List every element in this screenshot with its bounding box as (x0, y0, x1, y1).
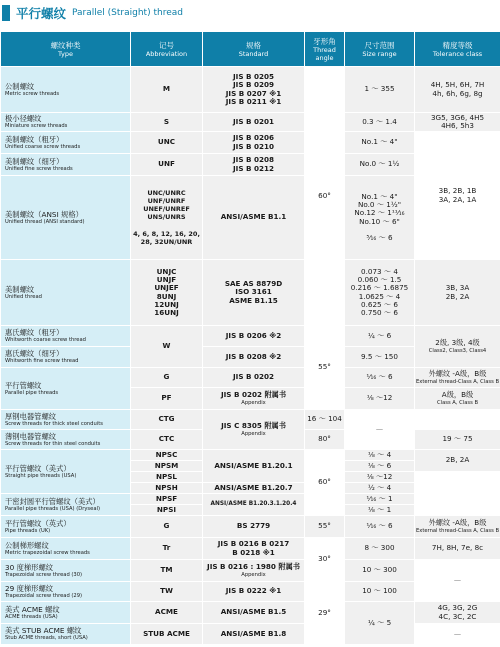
angle-cell-30: 30° (305, 538, 345, 582)
size-ctg: 16 ～ 104 (305, 410, 345, 430)
header-type: 螺纹种类 Type (1, 32, 131, 67)
abbr-miniature: S (131, 113, 203, 132)
abbr-unc: UNC (131, 132, 203, 154)
type-trapezoidal-29: 29 度梯形螺纹 Trapezoidal screw thread (29) (1, 582, 131, 602)
std-conduit: JIS C 8305 附属书 Appendix (203, 410, 305, 450)
thread-spec-table (0, 31, 500, 645)
header-standard: 规格 Standard (203, 32, 305, 67)
std-unf: JIS B 0208 JIS B 0212 (203, 154, 305, 176)
abbr-tm: TM (131, 560, 203, 582)
tol-metric: 4H, 5H, 6H, 7H 4h, 6h, 6g, 8g (415, 67, 500, 113)
tol-stub-acme: — (415, 624, 500, 645)
abbr-acme: ACME (131, 602, 203, 624)
type-unc: 美制螺纹（粗牙） Unified coarse screw threads (1, 132, 131, 154)
abbr-ansi: UNC/UNRC UNF/UNRF UNEF/UNREF UNS/UNRS 4, 6, 8, 12, 16, 20, 28, 32UN/UNR (131, 176, 203, 260)
abbr-whitworth: W (131, 326, 203, 368)
abbr-ctg: CTG (131, 410, 203, 430)
table-row (1, 624, 500, 645)
angle-cell-29: 29° (305, 582, 345, 645)
page-title-en: Parallel (Straight) thread (72, 8, 183, 18)
size-ansi: No.1 ～ 4" No.0 ～ 1½" No.12 ～ 1¹¹⁄₁₆ No.10 ～ 6" ⁵⁄₁₆ ～ 6 (345, 176, 415, 260)
angle-cell-80: 80° (305, 430, 345, 450)
abbr-npsf: NPSF (131, 494, 203, 505)
size-npsm: ⅛ ～ 6 (345, 461, 415, 472)
std-ansi: ANSI/ASME B1.1 (203, 176, 305, 260)
angle-cell-60-b: 60° (305, 450, 345, 516)
abbr-unf: UNF (131, 154, 203, 176)
abbr-ctc: CTC (131, 430, 203, 450)
type-pipe-uk: 平行管螺纹（英式） Pipe threads (UK) (1, 516, 131, 538)
size-g: ¹⁄₁₆ ～ 6 (345, 368, 415, 388)
abbr-g: G (131, 368, 203, 388)
header-abbreviation: 记号 Abbreviation (131, 32, 203, 67)
std-g: JIS B 0202 (203, 368, 305, 388)
type-whitworth-fine: 惠氏螺纹（细牙） Whitworth fine screw thread (1, 347, 131, 368)
table-row (1, 602, 500, 624)
tol-conduit: — (345, 410, 415, 450)
size-npsi: ⅛ ～ 1 (345, 505, 415, 516)
page-title-bar (0, 0, 500, 26)
tol-pf: A级，B级 Class A, Class B (415, 388, 500, 410)
table-row (1, 67, 500, 113)
std-whitworth-fine: JIS B 0208 ※2 (203, 347, 305, 368)
type-dryseal: 干密封圆平行管螺纹（美式） Parallel pipe threads (USA) (Dryseal) (1, 494, 131, 516)
std-whitworth-coarse: JIS B 0206 ※2 (203, 326, 305, 347)
table-row (1, 132, 500, 154)
size-miniature: 0.3 ～ 1.4 (345, 113, 415, 132)
std-miniature: JIS B 0201 (203, 113, 305, 132)
abbr-npsh: NPSH (131, 483, 203, 494)
table-row (1, 538, 500, 560)
type-whitworth-coarse: 惠氏螺纹（粗牙） Whitworth coarse screw thread (1, 326, 131, 347)
tol-g: 外螺纹 -A级，B级 External thread-Class A, Class B (415, 368, 500, 388)
abbr-stub-acme: STUB ACME (131, 624, 203, 645)
type-trapezoidal-30: 30 度梯形螺纹 Trapezoidal screw thread (30) (1, 560, 131, 582)
angle-cell-60-a: 60° (305, 67, 345, 326)
type-npt-usa: 平行管螺纹（美式） Straight pipe threads (USA) (1, 450, 131, 494)
type-miniature: 极小径螺纹 Miniature screw threads (1, 113, 131, 132)
page-title: 平行螺纹 (16, 6, 67, 21)
std-npsh: ANSI/ASME B1.20.7 (203, 483, 305, 494)
table-row (1, 368, 500, 388)
abbr-tr: Tr (131, 538, 203, 560)
tol-miniature: 3G5, 3G6, 4H5 4H6, 5h3 (415, 113, 500, 132)
size-npsl: ⅛ ～12 (345, 472, 415, 483)
type-ctc: 薄钢电器管螺纹 Screw threads for thin steel conduits (1, 430, 131, 450)
std-dryseal: ANSI/ASME B1.20.3.1.20.4 (203, 494, 305, 516)
table-row (1, 450, 500, 461)
tol-bs: 外螺纹 -A级，B级 External thread-Class A, Class B (415, 516, 500, 538)
type-ansi: 美制螺纹（ANSI 规格） Unified thread (ANSI standard) (1, 176, 131, 260)
type-metric-trapezoidal: 公制梯形螺纹 Metric trapezoidal screw threads (1, 538, 131, 560)
table-row (1, 410, 500, 430)
tol-unified: 3B, 2B, 1B 3A, 2A, 1A (415, 132, 500, 260)
table-row (1, 113, 500, 132)
size-tm: 10 ～ 300 (345, 560, 415, 582)
tol-tr: 7H, 8H, 7e, 8c (415, 538, 500, 560)
std-bs: BS 2779 (203, 516, 305, 538)
abbr-npsc: NPSC (131, 450, 203, 461)
table-row (1, 326, 500, 347)
tol-npt: 2B, 2A (415, 450, 500, 472)
size-metric: 1 ～ 355 (345, 67, 415, 113)
type-unj: 美制螺纹 Unified thread (1, 260, 131, 326)
std-tm: JIS B 0216 : 1980 附属书 Appendix (203, 560, 305, 582)
abbr-npsl: NPSL (131, 472, 203, 483)
table-row (1, 260, 500, 326)
size-npsf: ¹⁄₁₆ ～ 1 (345, 494, 415, 505)
type-parallel-pipe: 平行管螺纹 Parallel pipe threads (1, 368, 131, 410)
tol-acme: 4G, 3G, 2G 4C, 3C, 2C (415, 602, 500, 624)
size-ctc: 19 ～ 75 (415, 430, 500, 450)
table-row (1, 560, 500, 582)
abbr-bs-g: G (131, 516, 203, 538)
type-ctg: 厚钢电器管螺纹 Screw threads for thick steel conduits (1, 410, 131, 430)
size-unf: No.0 ～ 1½ (345, 154, 415, 176)
table-row (1, 516, 500, 538)
std-tr: JIS B 0216 B 0217 B 0218 ※1 (203, 538, 305, 560)
size-bs: ¹⁄₁₆ ～ 6 (345, 516, 415, 538)
header-row (1, 32, 500, 67)
std-unc: JIS B 0206 JIS B 0210 (203, 132, 305, 154)
size-unc: No.1 ～ 4" (345, 132, 415, 154)
header-thread-angle: 牙形角 Thread angle (305, 32, 345, 67)
size-pf: ⅛ ～12 (345, 388, 415, 410)
header-size-range: 尺寸范围 Size range (345, 32, 415, 67)
std-metric: JIS B 0205 JIS B 0209 JIS B 0207 ※1 JIS B 0211 ※1 (203, 67, 305, 113)
std-unj: SAE AS 8879D ISO 3161 ASME B1.15 (203, 260, 305, 326)
title-marker (2, 5, 10, 21)
type-unf: 美制螺纹（细牙） Unified fine screw threads (1, 154, 131, 176)
std-acme: ANSI/ASME B1.5 (203, 602, 305, 624)
abbr-npsi: NPSI (131, 505, 203, 516)
tol-trapezoidal: — (415, 560, 500, 602)
size-tw: 10 ～ 100 (345, 582, 415, 602)
size-npsh: ½ ～ 4 (345, 483, 415, 494)
abbr-tw: TW (131, 582, 203, 602)
abbr-pf: PF (131, 388, 203, 410)
type-stub-acme: 美式 STUB ACME 螺纹 Stub ACME threads, short (USA) (1, 624, 131, 645)
size-whitworth-fine: 9.5 ～ 150 (345, 347, 415, 368)
abbr-metric: M (131, 67, 203, 113)
size-acme: ¼ ～ 5 (345, 602, 415, 645)
tol-unj: 3B, 3A 2B, 2A (415, 260, 500, 326)
tol-blank-npt (415, 472, 500, 516)
type-acme: 美式 ACME 螺纹 ACME threads (USA) (1, 602, 131, 624)
std-stub-acme: ANSI/ASME B1.8 (203, 624, 305, 645)
size-tr: 8 ～ 300 (345, 538, 415, 560)
angle-cell-55-b: 55° (305, 516, 345, 538)
abbr-npsm: NPSM (131, 461, 203, 472)
std-npt: ANSI/ASME B1.20.1 (203, 450, 305, 483)
abbr-unj: UNJC UNJF UNJEF 8UNJ 12UNJ 16UNJ (131, 260, 203, 326)
header-tolerance-class: 精度等级 Tolerance class (415, 32, 500, 67)
angle-cell-55-a: 55° (305, 326, 345, 410)
std-pf: JIS B 0202 附属书 Appendix (203, 388, 305, 410)
size-whitworth-coarse: ¼ ～ 6 (345, 326, 415, 347)
std-tw: JIS B 0222 ※1 (203, 582, 305, 602)
size-npsc: ⅛ ～ 4 (345, 450, 415, 461)
type-metric: 公制螺纹 Metric screw threads (1, 67, 131, 113)
size-unj: 0.073 ～ 4 0.060 ～ 1.5 0.216 ～ 1.6875 1.0625 ～ 4 0.625 ～ 6 0.750 ～ 6 (345, 260, 415, 326)
tol-whitworth: 2级, 3级, 4级 Class2, Class3, Class4 (415, 326, 500, 368)
